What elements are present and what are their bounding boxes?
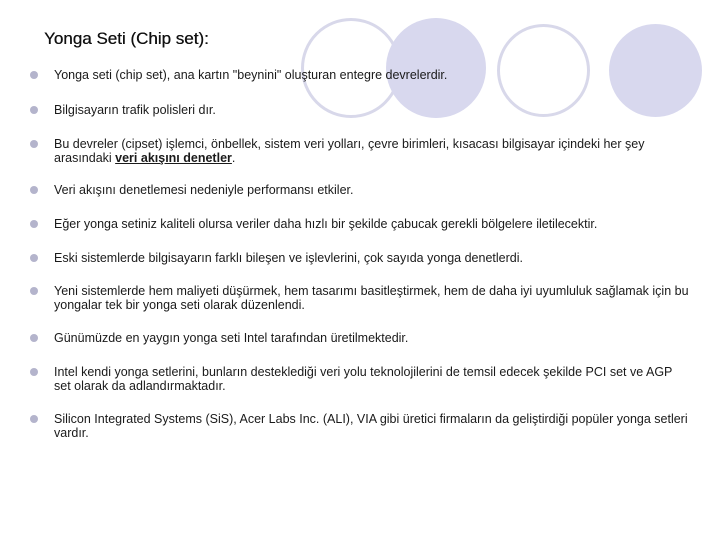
bullet-item xyxy=(30,365,700,393)
bullet-dot-icon xyxy=(30,220,38,228)
bullet-emphasis: veri akışını denetler xyxy=(115,151,232,165)
bullet-item xyxy=(30,284,700,312)
bullet-dot-icon xyxy=(30,368,38,376)
bullet-text-part: Bu devreler (cipset) işlemci, önbellek, sistem veri yolları, çevre birimleri, kısacası bilgisayar içindeki her şey arasındaki xyxy=(54,137,645,165)
bullet-item xyxy=(30,183,700,197)
bullet-text: Yonga seti (chip set), ana kartın "beynini" oluşturan entegre devrelerdir. xyxy=(54,68,448,82)
bullet-text: Veri akışını denetlemesi nedeniyle performansı etkiler. xyxy=(54,183,354,197)
bullet-item xyxy=(30,251,700,265)
bullet-item xyxy=(30,412,700,440)
bullet-text-part: . xyxy=(231,151,236,165)
bullet-dot-icon xyxy=(30,71,38,79)
bullet-item xyxy=(30,217,700,231)
bullet-text: Eski sistemlerde bilgisayarın farklı bileşen ve işlevlerini, çok sayıda yonga denetlerdi. xyxy=(54,251,523,265)
bullet-text: Intel kendi yonga setlerini, bunların desteklediği veri yolu teknolojilerini de temsil edecek şekilde PCI set ve AGP set olarak da adlandırmaktadır. xyxy=(54,365,673,393)
bullet-text: Bilgisayarın trafik polisleri dır. xyxy=(54,103,216,117)
bullet-text: Yeni sistemlerde hem maliyeti düşürmek, hem tasarımı basitleştirmek, hem de daha iyi uyumluluk sağlamak için bu yongalar tek bir yonga seti olarak düzenlendi. xyxy=(54,284,689,312)
bullet-dot-icon xyxy=(30,140,38,148)
bullet-text xyxy=(54,137,690,165)
bullet-dot-icon xyxy=(30,415,38,423)
bullet-text: Eğer yonga setiniz kaliteli olursa veriler daha hızlı bir şekilde çabucak gerekli bölgelere iletilecektir. xyxy=(54,217,598,231)
bullet-dot-icon xyxy=(30,106,38,114)
bullet-dot-icon xyxy=(30,254,38,262)
bullet-item xyxy=(30,68,700,82)
bullet-text: Silicon Integrated Systems (SiS), Acer Labs Inc. (ALI), VIA gibi üretici firmaların da geliştirdiği popüler yonga setleri vardır. xyxy=(54,412,688,440)
bullet-text: Günümüzde en yaygın yonga seti Intel tarafından üretilmektedir. xyxy=(54,331,409,345)
bullet-dot-icon xyxy=(30,334,38,342)
bullet-item xyxy=(30,331,700,345)
bullet-item xyxy=(30,103,700,117)
slide-title: Yonga Seti (Chip set): xyxy=(44,29,209,48)
bullet-dot-icon xyxy=(30,287,38,295)
bullet-item xyxy=(30,137,700,165)
bullet-dot-icon xyxy=(30,186,38,194)
